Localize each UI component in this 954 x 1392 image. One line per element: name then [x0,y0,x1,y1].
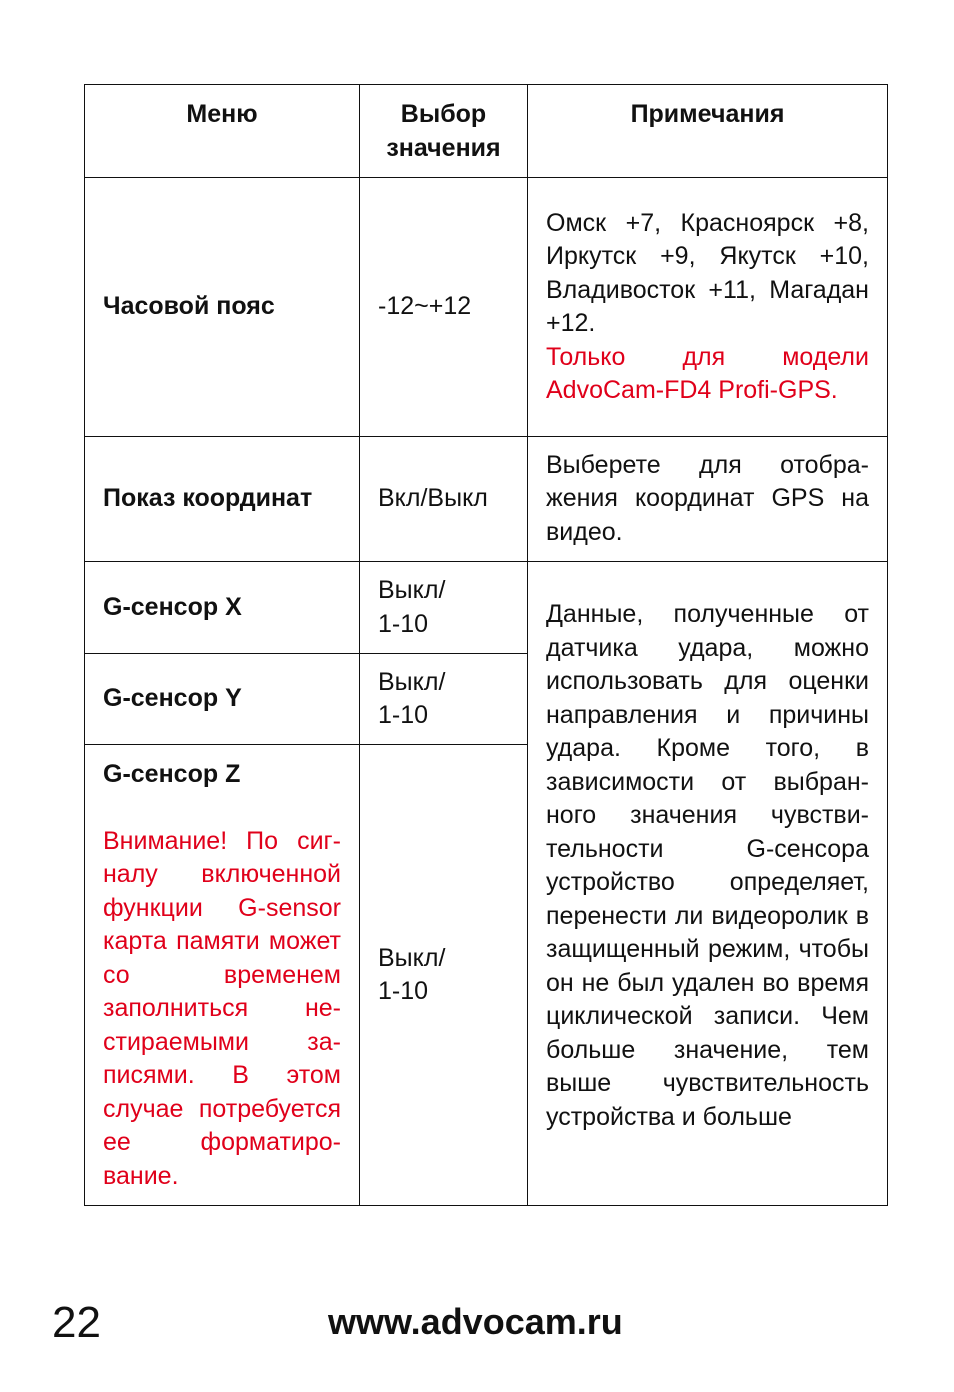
footer-url: www.advocam.ru [328,1301,623,1342]
table-header-row [85,85,888,178]
menu-timezone: Часовой пояс [85,178,360,437]
value-gsensor-y-line-1: Выкл/ [378,667,446,696]
note-timezone-model-warning: Только для модели AdvoCam-FD4 Profi-GPS. [546,342,869,404]
value-gsensor-y-line-2: 1-10 [378,701,429,729]
table-row-coords [85,437,888,562]
menu-gsensor-z: G-сенсор Z [103,760,241,788]
value-gsensor-x-line-2: 1-10 [378,609,429,638]
value-gsensor-x-line-1: Выкл/ [378,576,446,604]
value-gsensor-z-line-1: Выкл/ [378,943,446,972]
header-value-line-1: Выбор [400,100,487,128]
note-timezone [528,178,888,437]
menu-gsensor-z-cell [85,745,360,1206]
note-gsensor-text: Данные, полученные от датчика удара, можно использовать для оценки направления и причины удара. Кроме того, в зависимости от выбранного значения чувствительности G-сенсора устройство определяет, перенести ли видеоролик в защищенный режим, чтобы он не был удален во время циклической записи. Чем больше значение, тем выше чувствительность устройства и больше [546,600,869,1131]
table-row-gsensor-x [85,562,888,654]
menu-gsensor-y: G-сенсор Y [85,654,360,745]
note-gsensor [528,562,888,1206]
menu-gsensor-x: G-сенсор X [85,562,360,654]
header-value-line-2: значения [386,133,501,162]
value-gsensor-z [360,745,528,1206]
page-number: 22 [52,1298,101,1347]
table-row-timezone [85,178,888,437]
value-gsensor-z-line-2: 1-10 [378,977,429,1005]
header-menu: Меню [85,85,360,178]
value-timezone: -12~+12 [360,178,528,437]
value-coords: Вкл/Выкл [360,437,528,562]
value-gsensor-y [360,654,528,745]
note-timezone-text: Омск +7, Красноярск +8, Иркутск +9, Якутск +10, Владивосток +11, Магадан +12. [546,208,869,337]
gsensor-z-warning: Внимание! По сигналу включенной функции G-sensor карта памяти может со временем заполниться нестираемыми записями. В этом случае потребуется ее форматирование. [103,826,341,1190]
settings-table [84,84,888,1206]
note-coords: Выберете для отображения координат GPS на видео. [528,437,888,562]
header-notes: Примечания [528,85,888,178]
header-value [360,85,528,178]
menu-coords: Показ координат [85,437,360,562]
value-gsensor-x [360,562,528,654]
